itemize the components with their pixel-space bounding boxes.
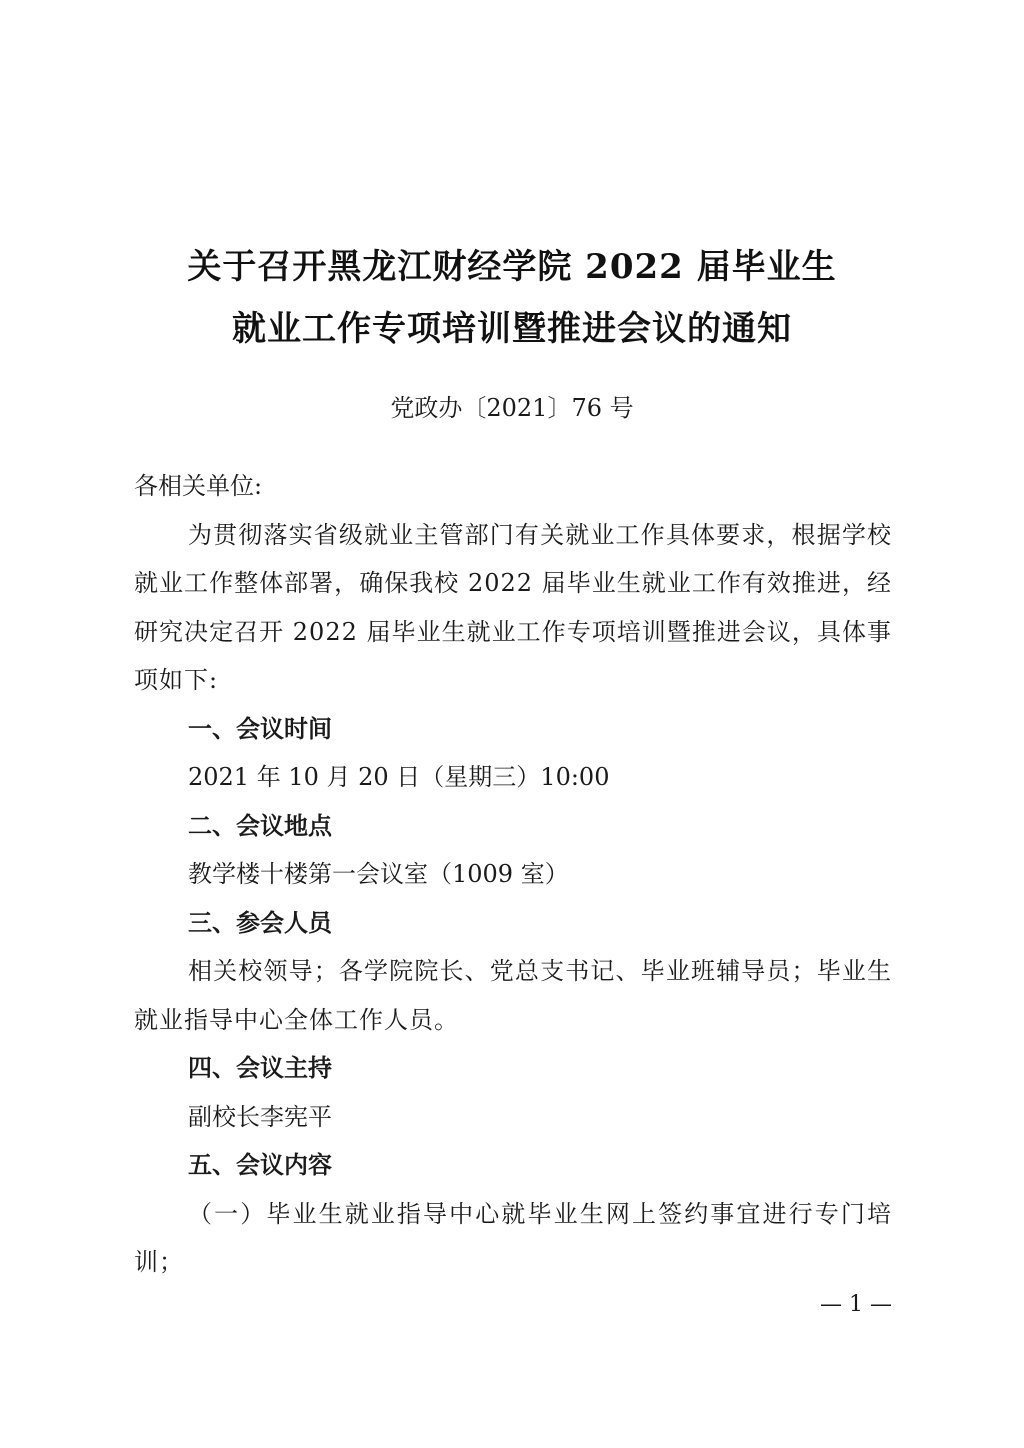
salutation: 各相关单位: [134,472,263,500]
page-number: — 1 — [820,1292,892,1317]
document-number: 党政办〔2021〕76 号 [390,394,634,422]
section-heading-attendees: 三、参会人员 [188,908,332,937]
section-content-attendees: 相关校领导；各学院院长、党总支书记、毕业班辅导员；毕业生就业指导中心全体工作人员。 [134,957,892,1034]
section-heading-place: 二、会议地点 [188,811,332,840]
section-heading-time: 一、会议时间 [188,714,332,743]
section-heading-agenda: 五、会议内容 [188,1151,332,1179]
agenda-item-1: （一）毕业生就业指导中心就毕业生网上签约事宜进行专门培训； [134,1199,892,1276]
section-content-host: 副校长李宪平 [188,1102,332,1131]
section-content-time: 2021 年 10 月 20 日（星期三）10:00 [188,763,610,791]
document-body [134,462,892,1287]
intro-paragraph: 为贯彻落实省级就业主管部门有关就业工作具体要求，根据学校就业工作整体部署，确保我校 2022 届毕业生就业工作有效推进，经研究决定召开 2022 届毕业生就业工作专项培训暨推进会议，具体事项如下: [134,520,892,694]
document-title-line-1: 关于召开黑龙江财经学院 2022 届毕业生 [187,247,837,287]
document-title-line-2: 就业工作专项培训暨推进会议的通知 [232,309,792,349]
section-heading-host: 四、会议主持 [188,1054,332,1082]
section-content-place: 教学楼十楼第一会议室（1009 室） [188,860,569,888]
